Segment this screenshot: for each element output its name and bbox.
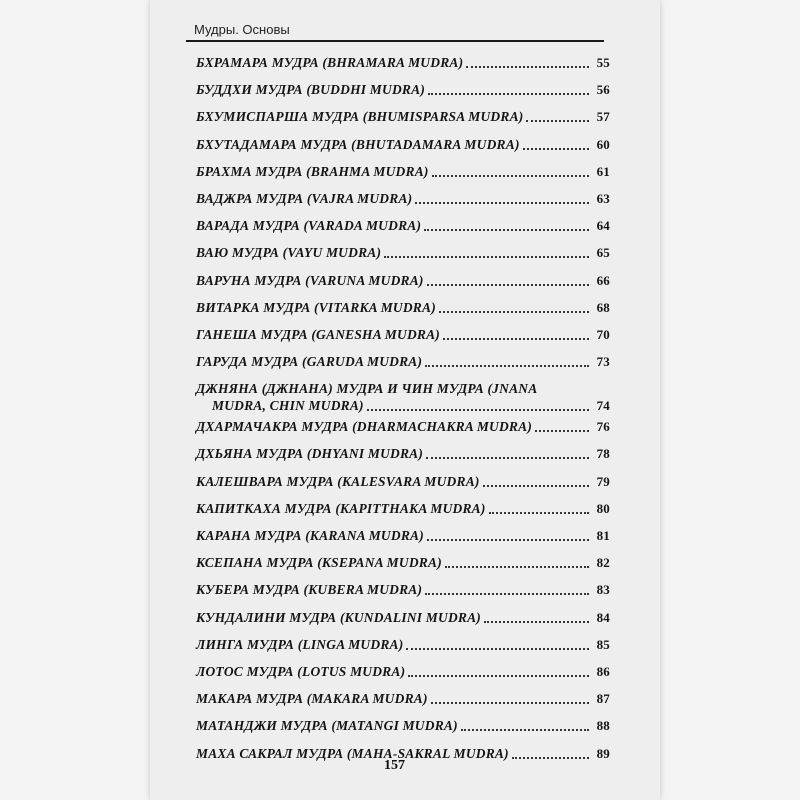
dot-leader (427, 527, 589, 541)
dot-leader (425, 581, 589, 595)
toc-entry (196, 106, 610, 133)
toc-entry-title: БХУТАДАМАРА МУДРА (BHUTADAMARA MUDRA) (196, 136, 520, 152)
toc-entry (196, 378, 610, 416)
toc-entry-title: ГАНЕША МУДРА (GANESHA MUDRA) (196, 326, 440, 342)
dot-leader (406, 636, 589, 650)
toc-entry (196, 607, 610, 634)
toc-entry (196, 79, 610, 106)
toc-entry (196, 188, 610, 215)
dot-leader (427, 272, 589, 286)
toc-entry-title: ВАРАДА МУДРА (VARADA MUDRA) (196, 218, 422, 234)
toc-entry-title: ВАЮ МУДРА (VAYU MUDRA) (196, 245, 382, 261)
toc-entry (196, 134, 610, 161)
toc-entry-title: ДХАРМАЧАКРА МУДРА (DHARMACHAKRA MUDRA) (196, 419, 533, 435)
toc-entry-page: 86 (596, 663, 610, 679)
toc-entry-page: 70 (596, 326, 610, 342)
dot-leader (526, 108, 589, 122)
header-rule (186, 40, 604, 42)
dot-leader (461, 717, 589, 731)
toc-entry (196, 351, 610, 378)
toc-entry-title: МАКАРА МУДРА (MAKARA MUDRA) (196, 691, 428, 707)
toc-entry (196, 634, 610, 661)
toc-entry (196, 498, 610, 525)
toc-entry-title: БУДДХИ МУДРА (BUDDHI MUDRA) (196, 82, 426, 98)
dot-leader (367, 397, 589, 411)
dot-leader (425, 353, 589, 367)
toc-entry-title: КСЕПАНА МУДРА (KSEPANA MUDRA) (196, 555, 442, 571)
toc-entry-page: 83 (596, 582, 610, 598)
toc-entry-title: ЛОТОС МУДРА (LOTUS MUDRA) (196, 663, 406, 679)
toc-entry (196, 270, 610, 297)
toc-entry (196, 215, 610, 242)
toc-entry-title: БРАХМА МУДРА (BRAHMA MUDRA) (196, 163, 429, 179)
dot-leader (439, 299, 589, 313)
toc-entry-page: 88 (596, 718, 610, 734)
toc-entry (196, 525, 610, 552)
running-header-title: Мудры. Основы (194, 22, 290, 37)
table-of-contents (196, 52, 610, 770)
dot-leader (415, 190, 589, 204)
dot-leader (428, 81, 589, 95)
toc-entry-title: ВАДЖРА МУДРА (VAJRA MUDRA) (196, 190, 413, 206)
toc-entry-page: 66 (596, 272, 610, 288)
toc-entry-title: КАРАНА МУДРА (KARANA MUDRA) (196, 528, 424, 543)
dot-leader (384, 244, 589, 258)
toc-entry-page: 80 (596, 500, 610, 516)
toc-entry-page: 76 (596, 419, 610, 435)
running-header (192, 22, 604, 40)
toc-entry-title-line1: ДЖНЯНА (ДЖНАНА) МУДРА И ЧИН МУДРА (JNANA (196, 381, 538, 397)
dot-leader (424, 217, 589, 231)
toc-entry-title: ВАРУНА МУДРА (VARUNA MUDRA) (196, 272, 424, 288)
toc-entry-title: ГАРУДА МУДРА (GARUDA MUDRA) (196, 354, 423, 370)
toc-entry-page: 87 (596, 691, 610, 707)
toc-entry-page: 78 (596, 446, 610, 462)
dot-leader (483, 473, 589, 487)
toc-entry-page: 74 (596, 398, 610, 414)
toc-entry (196, 52, 610, 79)
toc-entry-title: МАХА САКРАЛ МУДРА (MAHA-SAKRAL MUDRA) (196, 745, 509, 761)
toc-entry (196, 471, 610, 498)
toc-entry-page: 85 (596, 636, 610, 652)
page-number: 157 (384, 758, 405, 773)
dot-leader (431, 690, 589, 704)
toc-entry (196, 443, 610, 470)
toc-entry-page: 61 (596, 163, 610, 179)
toc-entry (196, 715, 610, 742)
dot-leader (466, 54, 589, 68)
toc-entry-page: 79 (596, 473, 610, 489)
toc-entry-page: 84 (596, 609, 610, 625)
toc-entry (196, 579, 610, 606)
toc-entry-page: 55 (596, 55, 610, 70)
toc-entry-title: ДХЬЯНА МУДРА (DHYANI MUDRA) (196, 446, 424, 462)
toc-entry-page: 60 (596, 136, 610, 152)
toc-entry-title-line2: MUDRA, CHIN MUDRA) (212, 398, 364, 414)
toc-entry (196, 552, 610, 579)
dot-leader (432, 163, 589, 177)
toc-entry-page: 56 (596, 82, 610, 98)
dot-leader (484, 609, 589, 623)
toc-entry-page: 81 (596, 528, 610, 543)
toc-entry-page: 65 (596, 245, 610, 261)
toc-entry-title: БХУМИСПАРША МУДРА (BHUMISPARSA MUDRA) (196, 109, 524, 125)
toc-entry-page: 63 (596, 190, 610, 206)
dot-leader (426, 445, 589, 459)
toc-entry (196, 416, 610, 443)
toc-entry (196, 661, 610, 688)
toc-entry (196, 161, 610, 188)
toc-entry-page: 82 (596, 555, 610, 571)
toc-entry-title: КУНДАЛИНИ МУДРА (KUNDALINI MUDRA) (196, 609, 481, 625)
toc-entry-title: ВИТАРКА МУДРА (VITARKA MUDRA) (196, 299, 436, 315)
toc-entry-title: МАТАНДЖИ МУДРА (MATANGI MUDRA) (196, 718, 458, 734)
toc-entry-title: КУБЕРА МУДРА (KUBERA MUDRA) (196, 582, 423, 598)
toc-entry-page: 89 (596, 745, 610, 761)
toc-entry (196, 324, 610, 351)
toc-entry-title: ЛИНГА МУДРА (LINGA MUDRA) (196, 636, 404, 652)
toc-entry (196, 242, 610, 269)
toc-entry-title: КАПИТКАХА МУДРА (KAPITTHAKA MUDRA) (196, 500, 486, 516)
toc-entry-page: 64 (596, 218, 610, 234)
toc-entry-page: 68 (596, 299, 610, 315)
dot-leader (489, 500, 589, 514)
dot-leader (443, 326, 589, 340)
dot-leader (408, 663, 589, 677)
dot-leader (535, 418, 589, 432)
toc-entry-page: 57 (596, 109, 610, 125)
toc-entry-page: 73 (596, 354, 610, 370)
toc-entry (196, 297, 610, 324)
dot-leader (512, 745, 589, 759)
dot-leader (445, 554, 589, 568)
toc-entry-title: КАЛЕШВАРА МУДРА (KALESVARA MUDRA) (196, 473, 480, 489)
toc-entry (196, 688, 610, 715)
toc-entry-title: БХРАМАРА МУДРА (BHRAMARA MUDRA) (196, 55, 464, 70)
dot-leader (523, 136, 589, 150)
